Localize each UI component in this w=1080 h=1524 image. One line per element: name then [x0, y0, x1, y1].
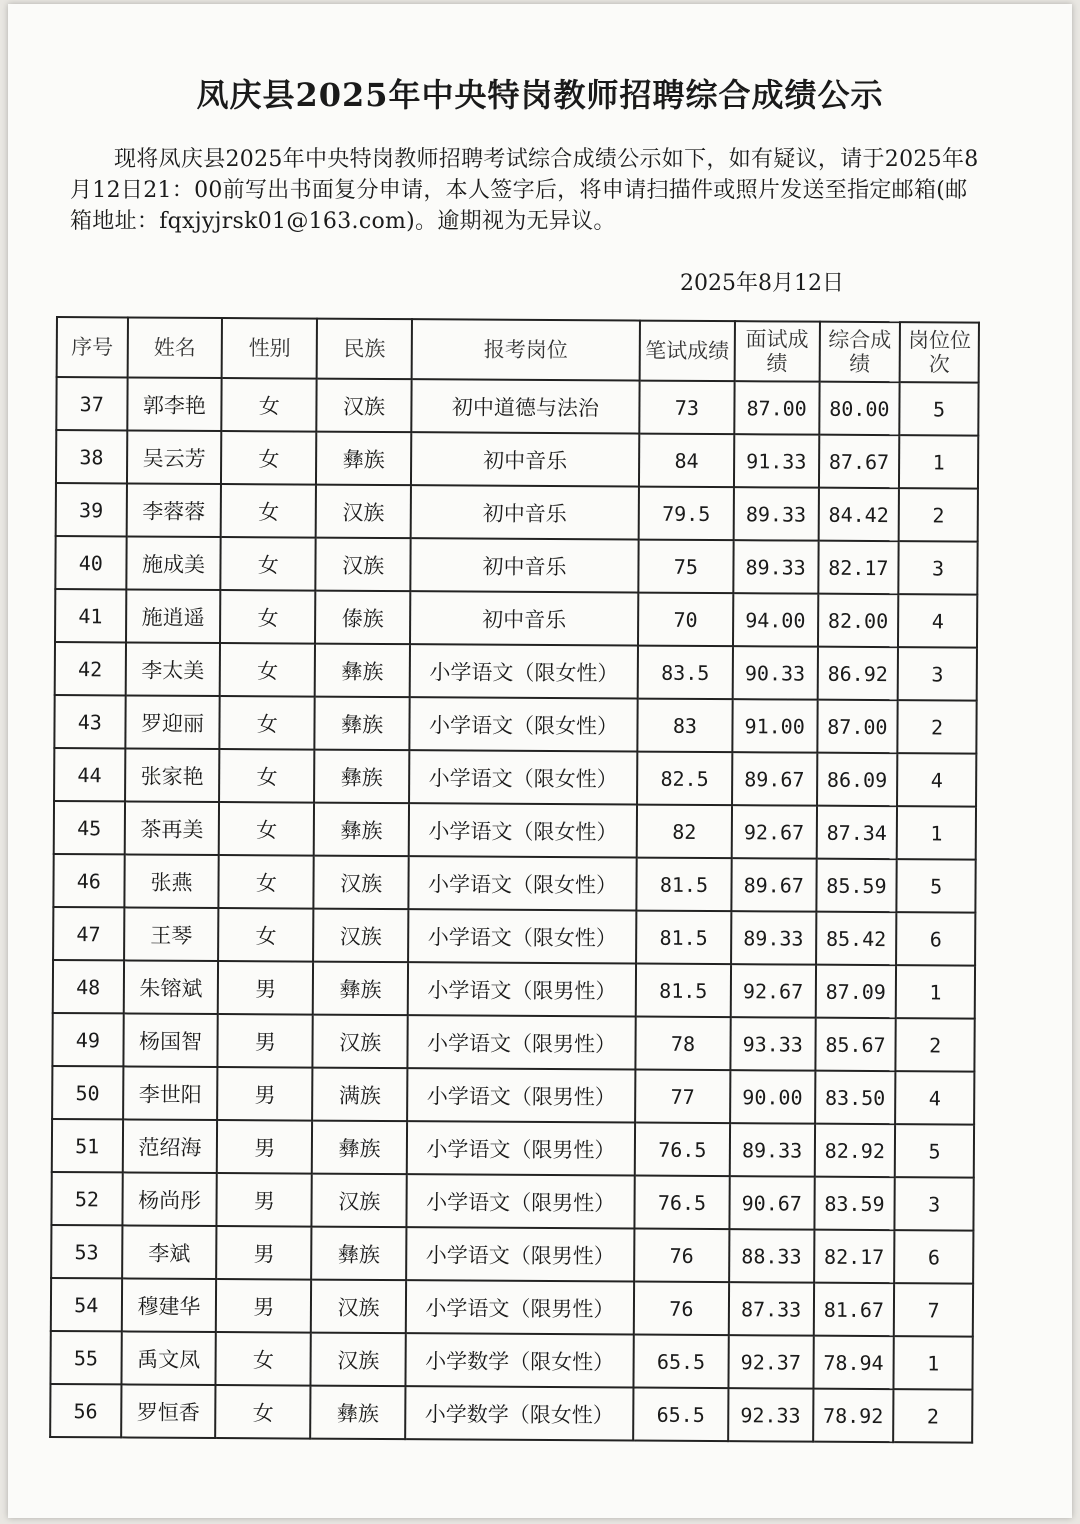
table-row: [55, 589, 977, 648]
cell-name: 张家艳: [125, 748, 220, 802]
cell-name: 吴云芳: [127, 430, 222, 484]
cell-written-score: 76.5: [634, 1176, 729, 1230]
cell-interview-score: 87.33: [729, 1282, 814, 1336]
cell-index: 45: [54, 801, 125, 854]
cell-interview-score: 89.33: [730, 1123, 815, 1177]
cell-position: 小学语文（限女性）: [408, 856, 636, 910]
cell-position: 小学语文（限男性）: [406, 1174, 634, 1228]
header-ethnicity: 民族: [317, 319, 412, 380]
cell-total-score: 85.67: [815, 1018, 896, 1071]
table-header-row: [57, 317, 979, 383]
header-total-score: 综合成绩: [819, 322, 900, 382]
cell-rank: 1: [897, 806, 976, 859]
cell-ethnicity: 汉族: [311, 1333, 406, 1387]
cell-gender: 男: [217, 1120, 312, 1174]
cell-total-score: 87.00: [817, 700, 898, 753]
header-gender: 性别: [222, 318, 317, 379]
cell-ethnicity: 彝族: [310, 1386, 405, 1440]
cell-interview-score: 89.67: [732, 752, 817, 806]
cell-gender: 女: [216, 1385, 311, 1439]
cell-total-score: 83.50: [815, 1071, 896, 1124]
cell-written-score: 73: [639, 381, 734, 435]
cell-ethnicity: 彝族: [314, 750, 409, 804]
cell-interview-score: 92.37: [728, 1335, 813, 1389]
cell-gender: 女: [219, 749, 314, 803]
cell-ethnicity: 彝族: [313, 962, 408, 1016]
table-row: [52, 1066, 974, 1125]
cell-name: 朱镕斌: [123, 960, 218, 1014]
cell-index: 41: [55, 589, 126, 642]
table-row: [54, 801, 976, 860]
cell-name: 施逍遥: [126, 589, 221, 643]
cell-position: 小学语文（限男性）: [406, 1280, 634, 1334]
cell-written-score: 82.5: [637, 752, 732, 806]
cell-position: 小学语文（限女性）: [409, 697, 637, 751]
cell-position: 小学语文（限女性）: [408, 909, 636, 963]
cell-index: 53: [51, 1225, 122, 1278]
cell-interview-score: 90.67: [729, 1176, 814, 1230]
cell-interview-score: 90.00: [730, 1070, 815, 1124]
cell-written-score: 81.5: [636, 964, 731, 1018]
cell-rank: 5: [895, 1124, 974, 1177]
cell-interview-score: 92.33: [728, 1388, 813, 1442]
cell-interview-score: 89.67: [731, 858, 816, 912]
table-row: [51, 1225, 973, 1284]
cell-total-score: 81.67: [813, 1283, 894, 1336]
table-row: [54, 748, 976, 807]
cell-written-score: 77: [635, 1070, 730, 1124]
cell-index: 40: [55, 536, 126, 589]
cell-ethnicity: 汉族: [313, 1015, 408, 1069]
cell-rank: 4: [898, 594, 977, 647]
table-row: [53, 907, 975, 966]
cell-rank: 1: [899, 435, 978, 488]
cell-name: 穆建华: [121, 1278, 216, 1332]
cell-ethnicity: 彝族: [311, 1227, 406, 1281]
cell-written-score: 78: [635, 1017, 730, 1071]
cell-position: 小学语文（限男性）: [408, 962, 636, 1016]
cell-written-score: 83: [637, 699, 732, 753]
cell-gender: 女: [218, 908, 313, 962]
cell-gender: 男: [218, 1067, 313, 1121]
cell-rank: 1: [896, 965, 975, 1018]
cell-gender: 女: [220, 643, 315, 697]
cell-ethnicity: 汉族: [313, 909, 408, 963]
cell-index: 39: [56, 483, 127, 536]
cell-total-score: 83.59: [814, 1177, 895, 1230]
cell-interview-score: 91.33: [734, 434, 819, 488]
cell-position: 小学语文（限男性）: [407, 1121, 635, 1175]
cell-gender: 女: [221, 431, 316, 485]
cell-written-score: 65.5: [633, 1388, 728, 1442]
cell-rank: 1: [894, 1336, 973, 1389]
cell-ethnicity: 汉族: [312, 1174, 407, 1228]
cell-position: 初中音乐: [410, 591, 638, 645]
cell-name: 郭李艳: [127, 377, 222, 431]
cell-rank: 5: [897, 859, 976, 912]
cell-rank: 2: [898, 700, 977, 753]
cell-rank: 6: [896, 912, 975, 965]
cell-interview-score: 92.67: [732, 805, 817, 859]
cell-name: 张燕: [124, 854, 219, 908]
cell-total-score: 85.59: [816, 859, 897, 912]
header-position: 报考岗位: [412, 319, 640, 380]
cell-index: 43: [54, 695, 125, 748]
cell-index: 50: [52, 1066, 123, 1119]
cell-rank: 3: [899, 541, 978, 594]
cell-name: 李世阳: [123, 1066, 218, 1120]
cell-written-score: 81.5: [636, 858, 731, 912]
cell-rank: 3: [895, 1177, 974, 1230]
cell-total-score: 87.09: [815, 965, 896, 1018]
cell-total-score: 86.09: [817, 753, 898, 806]
table-row: [50, 1331, 972, 1390]
cell-gender: 女: [220, 696, 315, 750]
table-row: [50, 1384, 972, 1443]
cell-rank: 2: [896, 1018, 975, 1071]
cell-position: 小学语文（限男性）: [406, 1227, 634, 1281]
cell-total-score: 78.94: [813, 1336, 894, 1389]
cell-interview-score: 91.00: [732, 699, 817, 753]
cell-ethnicity: 彝族: [315, 644, 410, 698]
cell-ethnicity: 汉族: [316, 485, 411, 539]
cell-written-score: 81.5: [636, 911, 731, 965]
cell-rank: 3: [898, 647, 977, 700]
cell-total-score: 87.34: [816, 806, 897, 859]
cell-interview-score: 89.33: [733, 487, 818, 541]
cell-gender: 女: [216, 1332, 311, 1386]
cell-name: 范绍海: [122, 1119, 217, 1173]
cell-total-score: 85.42: [816, 912, 897, 965]
cell-rank: 2: [893, 1389, 972, 1442]
cell-index: 52: [51, 1172, 122, 1225]
cell-name: 杨国智: [123, 1013, 218, 1067]
cell-name: 王琴: [124, 907, 219, 961]
cell-ethnicity: 彝族: [314, 803, 409, 857]
table-row: [53, 960, 975, 1019]
table-row: [55, 536, 977, 595]
cell-ethnicity: 满族: [312, 1068, 407, 1122]
cell-position: 小学语文（限女性）: [409, 750, 637, 804]
cell-index: 42: [55, 642, 126, 695]
cell-ethnicity: 汉族: [316, 538, 411, 592]
table-row: [51, 1172, 973, 1231]
cell-name: 罗恒香: [121, 1384, 216, 1438]
table-row: [52, 1013, 974, 1072]
table-row: [52, 1119, 974, 1178]
cell-index: 51: [52, 1119, 123, 1172]
cell-index: 48: [53, 960, 124, 1013]
cell-written-score: 76: [634, 1282, 729, 1336]
cell-written-score: 82: [637, 805, 732, 859]
cell-name: 茶再美: [124, 801, 219, 855]
table-row: [56, 483, 978, 542]
table-row: [54, 695, 976, 754]
cell-written-score: 76: [634, 1229, 729, 1283]
table-row: [55, 642, 977, 701]
cell-index: 55: [50, 1331, 121, 1384]
header-interview-score: 面试成绩: [734, 321, 819, 382]
cell-position: 初中音乐: [411, 432, 639, 486]
notice-date: 2025年8月12日: [680, 271, 844, 296]
cell-name: 李蓉蓉: [126, 483, 221, 537]
header-written-score: 笔试成绩: [640, 321, 735, 382]
cell-name: 李太美: [125, 642, 220, 696]
table-row: [56, 430, 978, 489]
cell-interview-score: 89.33: [731, 911, 816, 965]
page-title: 凤庆县2025年中央特岗教师招聘综合成绩公示: [196, 76, 884, 114]
cell-position: 小学语文（限女性）: [409, 803, 637, 857]
cell-rank: 5: [900, 382, 979, 435]
cell-index: 38: [56, 430, 127, 483]
cell-position: 小学数学（限女性）: [406, 1333, 634, 1387]
cell-position: 初中音乐: [411, 485, 639, 539]
cell-total-score: 82.92: [814, 1124, 895, 1177]
cell-ethnicity: 汉族: [311, 1280, 406, 1334]
cell-ethnicity: 汉族: [317, 379, 412, 433]
cell-total-score: 80.00: [819, 382, 900, 435]
cell-ethnicity: 彝族: [312, 1121, 407, 1175]
cell-written-score: 65.5: [633, 1335, 728, 1389]
cell-name: 施成美: [126, 536, 221, 590]
cell-rank: 7: [894, 1283, 973, 1336]
header-name: 姓名: [127, 317, 222, 378]
cell-index: 54: [51, 1278, 122, 1331]
cell-rank: 4: [895, 1071, 974, 1124]
cell-name: 李斌: [122, 1225, 217, 1279]
cell-written-score: 83.5: [638, 646, 733, 700]
cell-rank: 6: [894, 1230, 973, 1283]
cell-total-score: 86.92: [817, 647, 898, 700]
cell-position: 小学数学（限女性）: [405, 1386, 633, 1440]
cell-gender: 男: [218, 961, 313, 1015]
cell-index: 46: [53, 854, 124, 907]
cell-gender: 女: [222, 378, 317, 432]
cell-interview-score: 87.00: [734, 381, 819, 435]
header-index: 序号: [57, 317, 128, 377]
cell-index: 56: [50, 1384, 121, 1437]
cell-written-score: 84: [639, 434, 734, 488]
table-row: [51, 1278, 973, 1337]
cell-interview-score: 90.33: [733, 646, 818, 700]
cell-gender: 男: [218, 1014, 313, 1068]
cell-rank: 2: [899, 488, 978, 541]
cell-total-score: 82.00: [818, 594, 899, 647]
cell-position: 小学语文（限女性）: [410, 644, 638, 698]
cell-gender: 女: [219, 855, 314, 909]
cell-ethnicity: 傣族: [315, 591, 410, 645]
cell-total-score: 84.42: [818, 488, 899, 541]
cell-interview-score: 93.33: [730, 1017, 815, 1071]
cell-gender: 男: [217, 1173, 312, 1227]
cell-interview-score: 92.67: [731, 964, 816, 1018]
cell-written-score: 75: [638, 540, 733, 594]
cell-gender: 女: [219, 802, 314, 856]
table-row: [53, 854, 975, 913]
cell-interview-score: 88.33: [729, 1229, 814, 1283]
cell-index: 44: [54, 748, 125, 801]
notice-paragraph: 现将凤庆县2025年中央特岗教师招聘考试综合成绩公示如下，如有疑议，请于2025年8月12日21：00前写出书面复分申请，本人签字后，将申请扫描件或照片发送至指定邮箱(邮箱地址：fqxjyjrsk01@163.com)。逾期视为无异议。: [70, 147, 979, 234]
cell-position: 初中道德与法治: [411, 379, 639, 433]
cell-rank: 4: [897, 753, 976, 806]
cell-interview-score: 94.00: [733, 593, 818, 647]
cell-interview-score: 89.33: [733, 540, 818, 594]
table-row: [56, 377, 978, 436]
score-table: [49, 316, 980, 1444]
cell-index: 37: [56, 377, 127, 430]
cell-ethnicity: 彝族: [315, 697, 410, 751]
cell-index: 47: [53, 907, 124, 960]
table-body: [50, 377, 978, 1443]
cell-index: 49: [52, 1013, 123, 1066]
cell-written-score: 70: [638, 593, 733, 647]
cell-gender: 女: [221, 537, 316, 591]
cell-total-score: 82.17: [818, 541, 899, 594]
cell-name: 禹文凤: [121, 1331, 216, 1385]
cell-gender: 男: [217, 1226, 312, 1280]
cell-gender: 女: [220, 590, 315, 644]
cell-position: 小学语文（限男性）: [407, 1015, 635, 1069]
cell-written-score: 76.5: [635, 1123, 730, 1177]
cell-ethnicity: 彝族: [316, 432, 411, 486]
cell-total-score: 87.67: [819, 435, 900, 488]
cell-position: 小学语文（限男性）: [407, 1068, 635, 1122]
cell-written-score: 79.5: [639, 487, 734, 541]
header-rank: 岗位位次: [900, 322, 979, 382]
cell-gender: 男: [216, 1279, 311, 1333]
cell-ethnicity: 汉族: [314, 856, 409, 910]
cell-gender: 女: [221, 484, 316, 538]
cell-name: 罗迎丽: [125, 695, 220, 749]
cell-position: 初中音乐: [410, 538, 638, 592]
cell-total-score: 82.17: [814, 1230, 895, 1283]
cell-name: 杨尚彤: [122, 1172, 217, 1226]
cell-total-score: 78.92: [813, 1389, 894, 1442]
